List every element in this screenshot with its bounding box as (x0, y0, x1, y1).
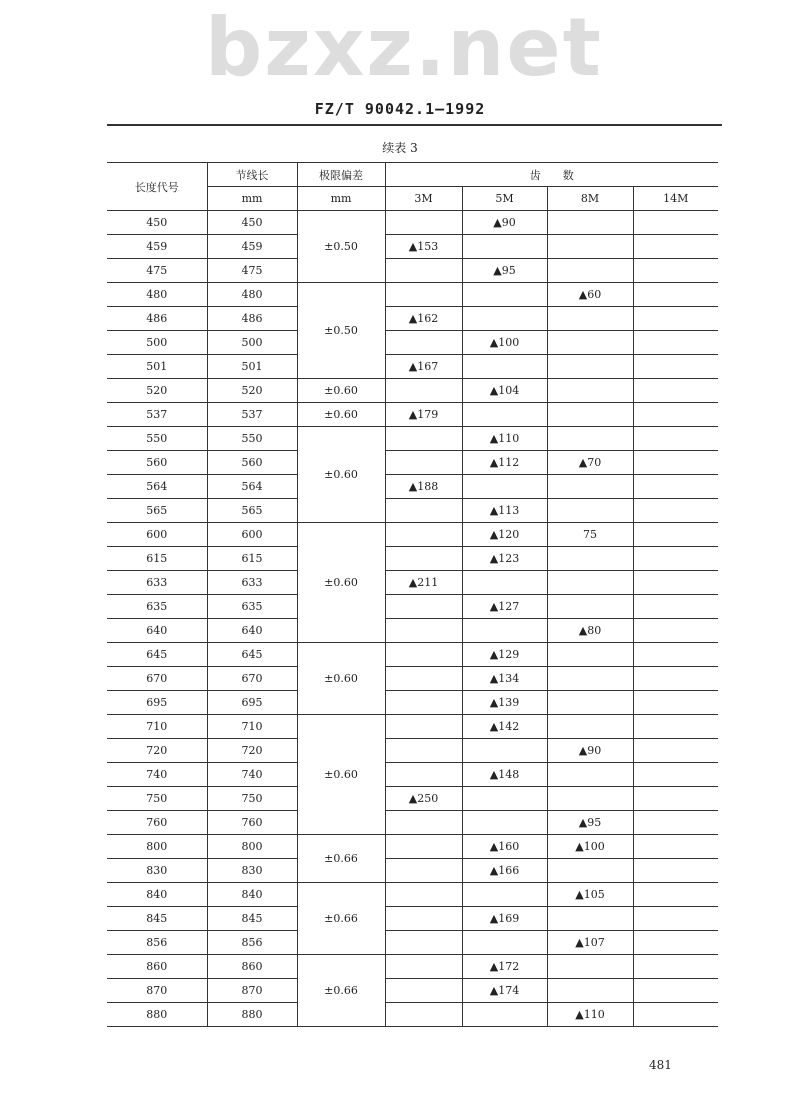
teeth-m8-cell (547, 235, 633, 259)
length-code-cell: 670 (107, 667, 207, 691)
table-row (107, 883, 718, 907)
teeth-m8-cell (547, 499, 633, 523)
pitch-length-cell: 845 (207, 907, 297, 931)
table-row (107, 475, 718, 499)
teeth-m8-cell (547, 259, 633, 283)
teeth-m8-cell: ▲80 (547, 619, 633, 643)
pitch-length-cell: 615 (207, 547, 297, 571)
teeth-m8-cell (547, 379, 633, 403)
teeth-m14-cell (633, 1003, 718, 1027)
table-row (107, 667, 718, 691)
tolerance-cell: ±0.60 (297, 643, 385, 715)
header-5m: 5M (462, 187, 547, 211)
pitch-length-cell: 565 (207, 499, 297, 523)
teeth-m5-cell (462, 355, 547, 379)
table-row (107, 811, 718, 835)
teeth-m14-cell (633, 355, 718, 379)
teeth-m5-cell: ▲148 (462, 763, 547, 787)
length-code-cell: 845 (107, 907, 207, 931)
length-code-cell: 450 (107, 211, 207, 235)
teeth-m3-cell: ▲162 (385, 307, 462, 331)
pitch-length-cell: 720 (207, 739, 297, 763)
length-code-cell: 520 (107, 379, 207, 403)
teeth-m5-cell: ▲129 (462, 643, 547, 667)
teeth-m5-cell (462, 811, 547, 835)
teeth-m8-cell (547, 211, 633, 235)
pitch-length-cell: 830 (207, 859, 297, 883)
tolerance-cell: ±0.50 (297, 211, 385, 283)
teeth-m5-cell (462, 307, 547, 331)
teeth-m14-cell (633, 475, 718, 499)
table-row (107, 331, 718, 355)
teeth-m5-cell: ▲134 (462, 667, 547, 691)
teeth-m3-cell (385, 523, 462, 547)
length-code-cell: 695 (107, 691, 207, 715)
table-body (107, 211, 718, 1027)
length-code-cell: 537 (107, 403, 207, 427)
teeth-m3-cell (385, 715, 462, 739)
header-8m: 8M (547, 187, 633, 211)
length-code-cell: 480 (107, 283, 207, 307)
table-row (107, 283, 718, 307)
pitch-length-cell: 500 (207, 331, 297, 355)
teeth-m5-cell: ▲110 (462, 427, 547, 451)
teeth-m14-cell (633, 547, 718, 571)
table-row (107, 403, 718, 427)
teeth-m5-cell: ▲123 (462, 547, 547, 571)
teeth-m8-cell (547, 763, 633, 787)
pitch-length-cell: 450 (207, 211, 297, 235)
length-code-cell: 565 (107, 499, 207, 523)
pitch-length-cell: 880 (207, 1003, 297, 1027)
teeth-m8-cell (547, 475, 633, 499)
header-length-code: 长度代号 (107, 163, 207, 211)
table-row (107, 451, 718, 475)
teeth-m5-cell: ▲113 (462, 499, 547, 523)
tolerance-cell: ±0.50 (297, 283, 385, 379)
teeth-m14-cell (633, 859, 718, 883)
teeth-m14-cell (633, 211, 718, 235)
length-code-cell: 720 (107, 739, 207, 763)
teeth-m5-cell: ▲169 (462, 907, 547, 931)
table-row (107, 571, 718, 595)
table-row (107, 1003, 718, 1027)
teeth-m3-cell (385, 259, 462, 283)
pitch-length-cell: 750 (207, 787, 297, 811)
teeth-m8-cell: ▲90 (547, 739, 633, 763)
length-code-cell: 633 (107, 571, 207, 595)
table-row (107, 763, 718, 787)
table-row (107, 547, 718, 571)
teeth-m14-cell (633, 643, 718, 667)
table-row (107, 835, 718, 859)
teeth-m3-cell: ▲188 (385, 475, 462, 499)
length-code-cell: 800 (107, 835, 207, 859)
pitch-length-cell: 670 (207, 667, 297, 691)
teeth-m3-cell (385, 547, 462, 571)
table-row (107, 715, 718, 739)
teeth-m14-cell (633, 595, 718, 619)
teeth-m5-cell (462, 283, 547, 307)
length-code-cell: 475 (107, 259, 207, 283)
teeth-m14-cell (633, 571, 718, 595)
teeth-m8-cell: ▲70 (547, 451, 633, 475)
teeth-m5-cell: ▲139 (462, 691, 547, 715)
length-code-cell: 459 (107, 235, 207, 259)
teeth-m14-cell (633, 979, 718, 1003)
pitch-length-cell: 560 (207, 451, 297, 475)
teeth-m3-cell: ▲167 (385, 355, 462, 379)
teeth-m14-cell (633, 283, 718, 307)
teeth-m14-cell (633, 259, 718, 283)
teeth-m8-cell (547, 691, 633, 715)
pitch-length-cell: 537 (207, 403, 297, 427)
teeth-m3-cell (385, 691, 462, 715)
pitch-length-cell: 800 (207, 835, 297, 859)
length-code-cell: 560 (107, 451, 207, 475)
teeth-m14-cell (633, 451, 718, 475)
teeth-m14-cell (633, 955, 718, 979)
table-row (107, 307, 718, 331)
teeth-m5-cell: ▲104 (462, 379, 547, 403)
table-row (107, 427, 718, 451)
length-code-cell: 856 (107, 931, 207, 955)
teeth-m3-cell (385, 331, 462, 355)
teeth-m8-cell: 75 (547, 523, 633, 547)
teeth-m14-cell (633, 667, 718, 691)
teeth-m3-cell (385, 931, 462, 955)
length-code-cell: 635 (107, 595, 207, 619)
teeth-m8-cell (547, 331, 633, 355)
length-code-cell: 486 (107, 307, 207, 331)
page-number: 481 (649, 1058, 672, 1072)
header-teeth: 齿 数 (385, 163, 718, 187)
teeth-m8-cell (547, 307, 633, 331)
teeth-m3-cell (385, 955, 462, 979)
teeth-m3-cell (385, 979, 462, 1003)
table-row (107, 619, 718, 643)
length-code-cell: 500 (107, 331, 207, 355)
teeth-m8-cell (547, 715, 633, 739)
teeth-m14-cell (633, 691, 718, 715)
teeth-m14-cell (633, 379, 718, 403)
teeth-m8-cell (547, 571, 633, 595)
teeth-m5-cell: ▲100 (462, 331, 547, 355)
teeth-m14-cell (633, 499, 718, 523)
teeth-m5-cell (462, 1003, 547, 1027)
teeth-m3-cell (385, 427, 462, 451)
length-code-cell: 880 (107, 1003, 207, 1027)
teeth-m14-cell (633, 739, 718, 763)
teeth-m14-cell (633, 883, 718, 907)
tolerance-cell: ±0.66 (297, 835, 385, 883)
tolerance-cell: ±0.66 (297, 883, 385, 955)
table-row (107, 211, 718, 235)
teeth-m8-cell (547, 595, 633, 619)
header-3m: 3M (385, 187, 462, 211)
teeth-m3-cell (385, 643, 462, 667)
teeth-m3-cell (385, 451, 462, 475)
teeth-m3-cell (385, 499, 462, 523)
pitch-length-cell: 564 (207, 475, 297, 499)
table-row (107, 499, 718, 523)
teeth-m14-cell (633, 907, 718, 931)
teeth-m8-cell (547, 667, 633, 691)
table-caption: 续表 3 (382, 141, 418, 155)
tolerance-cell: ±0.60 (297, 715, 385, 835)
pitch-length-cell: 740 (207, 763, 297, 787)
length-code-cell: 501 (107, 355, 207, 379)
teeth-m5-cell: ▲90 (462, 211, 547, 235)
teeth-m3-cell (385, 379, 462, 403)
length-code-cell: 760 (107, 811, 207, 835)
teeth-m3-cell (385, 859, 462, 883)
teeth-m3-cell: ▲153 (385, 235, 462, 259)
table-row (107, 643, 718, 667)
teeth-m5-cell (462, 235, 547, 259)
teeth-m14-cell (633, 235, 718, 259)
pitch-length-cell: 640 (207, 619, 297, 643)
pitch-length-cell: 856 (207, 931, 297, 955)
length-code-cell: 645 (107, 643, 207, 667)
teeth-m5-cell: ▲112 (462, 451, 547, 475)
teeth-m14-cell (633, 307, 718, 331)
teeth-m5-cell: ▲95 (462, 259, 547, 283)
pitch-length-cell: 480 (207, 283, 297, 307)
table-row (107, 907, 718, 931)
teeth-m5-cell: ▲166 (462, 859, 547, 883)
teeth-m14-cell (633, 619, 718, 643)
length-code-cell: 830 (107, 859, 207, 883)
length-code-cell: 615 (107, 547, 207, 571)
teeth-m3-cell: ▲250 (385, 787, 462, 811)
teeth-m5-cell (462, 787, 547, 811)
pitch-length-cell: 710 (207, 715, 297, 739)
table-row (107, 931, 718, 955)
length-code-cell: 640 (107, 619, 207, 643)
tolerance-cell: ±0.60 (297, 379, 385, 403)
teeth-m5-cell: ▲174 (462, 979, 547, 1003)
table-row (107, 235, 718, 259)
standard-number: FZ/T 90042.1—1992 (314, 100, 486, 118)
header-rule (107, 124, 722, 126)
teeth-m5-cell (462, 931, 547, 955)
teeth-m8-cell (547, 979, 633, 1003)
teeth-m3-cell: ▲179 (385, 403, 462, 427)
teeth-m5-cell (462, 475, 547, 499)
teeth-m5-cell (462, 739, 547, 763)
teeth-m3-cell (385, 667, 462, 691)
pitch-length-cell: 840 (207, 883, 297, 907)
teeth-m5-cell: ▲120 (462, 523, 547, 547)
table-row (107, 259, 718, 283)
pitch-length-cell: 635 (207, 595, 297, 619)
pitch-length-cell: 760 (207, 811, 297, 835)
length-code-cell: 710 (107, 715, 207, 739)
teeth-m3-cell (385, 211, 462, 235)
teeth-m5-cell: ▲142 (462, 715, 547, 739)
length-code-cell: 750 (107, 787, 207, 811)
teeth-m14-cell (633, 763, 718, 787)
teeth-m14-cell (633, 331, 718, 355)
teeth-m3-cell (385, 1003, 462, 1027)
teeth-m8-cell (547, 787, 633, 811)
pitch-length-cell: 870 (207, 979, 297, 1003)
teeth-m14-cell (633, 427, 718, 451)
pitch-length-cell: 645 (207, 643, 297, 667)
pitch-length-cell: 520 (207, 379, 297, 403)
pitch-length-cell: 600 (207, 523, 297, 547)
pitch-length-cell: 459 (207, 235, 297, 259)
teeth-m8-cell (547, 427, 633, 451)
teeth-m14-cell (633, 403, 718, 427)
teeth-m3-cell (385, 811, 462, 835)
watermark: bzxz.net (205, 1, 603, 94)
tolerance-cell: ±0.60 (297, 523, 385, 643)
length-code-cell: 564 (107, 475, 207, 499)
length-code-cell: 840 (107, 883, 207, 907)
pitch-length-cell: 475 (207, 259, 297, 283)
length-code-cell: 860 (107, 955, 207, 979)
tolerance-cell: ±0.60 (297, 403, 385, 427)
teeth-m8-cell: ▲60 (547, 283, 633, 307)
teeth-m8-cell (547, 547, 633, 571)
teeth-m8-cell (547, 355, 633, 379)
teeth-m14-cell (633, 931, 718, 955)
teeth-m5-cell (462, 883, 547, 907)
table-row (107, 595, 718, 619)
teeth-m8-cell: ▲105 (547, 883, 633, 907)
teeth-m14-cell (633, 787, 718, 811)
belt-length-table (107, 162, 718, 1027)
tolerance-cell: ±0.60 (297, 427, 385, 523)
pitch-length-cell: 860 (207, 955, 297, 979)
teeth-m8-cell (547, 907, 633, 931)
table-row (107, 955, 718, 979)
length-code-cell: 740 (107, 763, 207, 787)
teeth-m14-cell (633, 715, 718, 739)
teeth-m5-cell: ▲127 (462, 595, 547, 619)
teeth-m3-cell (385, 739, 462, 763)
table-row (107, 979, 718, 1003)
teeth-m3-cell (385, 595, 462, 619)
teeth-m5-cell: ▲160 (462, 835, 547, 859)
teeth-m8-cell: ▲95 (547, 811, 633, 835)
header-tolerance: 极限偏差 (297, 163, 385, 187)
teeth-m14-cell (633, 523, 718, 547)
pitch-length-cell: 633 (207, 571, 297, 595)
length-code-cell: 870 (107, 979, 207, 1003)
teeth-m8-cell (547, 643, 633, 667)
teeth-m3-cell (385, 283, 462, 307)
teeth-m3-cell (385, 835, 462, 859)
table-row (107, 859, 718, 883)
teeth-m8-cell: ▲110 (547, 1003, 633, 1027)
teeth-m8-cell (547, 955, 633, 979)
pitch-length-cell: 695 (207, 691, 297, 715)
table-row (107, 739, 718, 763)
length-code-cell: 600 (107, 523, 207, 547)
teeth-m8-cell: ▲107 (547, 931, 633, 955)
teeth-m3-cell (385, 883, 462, 907)
table-row (107, 787, 718, 811)
teeth-m5-cell (462, 403, 547, 427)
teeth-m8-cell: ▲100 (547, 835, 633, 859)
length-code-cell: 550 (107, 427, 207, 451)
header-tolerance-unit: mm (297, 187, 385, 211)
teeth-m5-cell (462, 619, 547, 643)
teeth-m3-cell (385, 619, 462, 643)
pitch-length-cell: 501 (207, 355, 297, 379)
header-14m: 14M (633, 187, 718, 211)
teeth-m3-cell: ▲211 (385, 571, 462, 595)
header-pitch-unit: mm (207, 187, 297, 211)
teeth-m5-cell (462, 571, 547, 595)
teeth-m14-cell (633, 835, 718, 859)
table-row (107, 379, 718, 403)
table-row (107, 523, 718, 547)
teeth-m8-cell (547, 859, 633, 883)
header-pitch-length: 节线长 (207, 163, 297, 187)
pitch-length-cell: 486 (207, 307, 297, 331)
teeth-m3-cell (385, 763, 462, 787)
table-row (107, 355, 718, 379)
tolerance-cell: ±0.66 (297, 955, 385, 1027)
table-row (107, 691, 718, 715)
teeth-m3-cell (385, 907, 462, 931)
teeth-m14-cell (633, 811, 718, 835)
pitch-length-cell: 550 (207, 427, 297, 451)
teeth-m5-cell: ▲172 (462, 955, 547, 979)
teeth-m8-cell (547, 403, 633, 427)
